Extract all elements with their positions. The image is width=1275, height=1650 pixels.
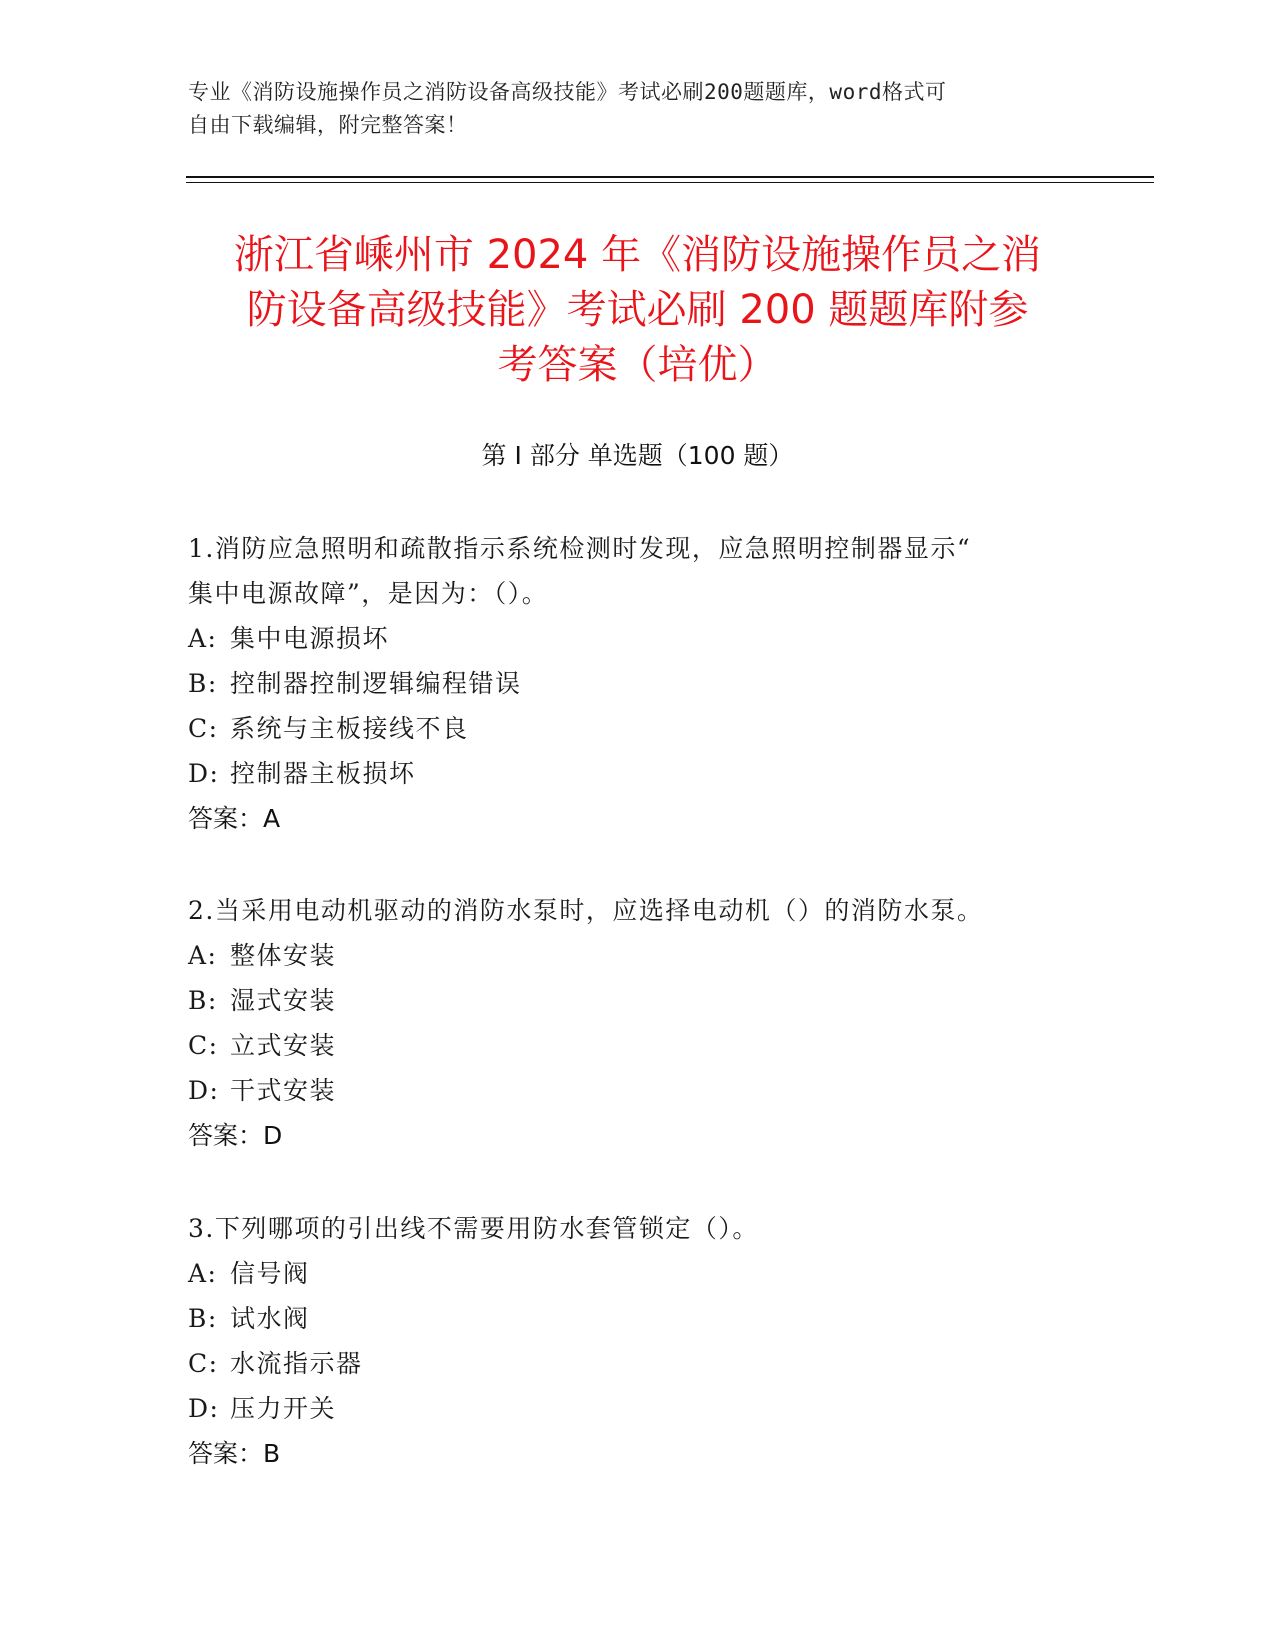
option-text: 水流指示器 xyxy=(230,1349,363,1378)
question-3 xyxy=(188,1206,1068,1476)
document-title-line-3: 考答案（培优） xyxy=(497,342,778,388)
option-key: C: xyxy=(188,1349,219,1378)
option-c xyxy=(188,706,1068,751)
header-note-line-1: 专业《消防设施操作员之消防设备高级技能》考试必刷200题题库，word格式可 xyxy=(188,80,947,104)
option-key: B: xyxy=(188,669,218,698)
header-rule-thin xyxy=(186,182,1154,183)
option-text: 控制器控制逻辑编程错误 xyxy=(230,669,522,698)
section-title: 第 I 部分 单选题（100 题） xyxy=(481,441,794,470)
option-key: C: xyxy=(188,714,219,743)
option-key: A: xyxy=(188,1259,218,1288)
header-note-line-2: 自由下载编辑，附完整答案！ xyxy=(188,113,468,137)
question-stem-line-1: 3.下列哪项的引出线不需要用防水套管锁定（）。 xyxy=(188,1214,759,1243)
option-text: 控制器主板损坏 xyxy=(230,759,416,788)
option-text: 干式安装 xyxy=(230,1076,337,1105)
option-c xyxy=(188,1023,1068,1068)
option-a xyxy=(188,1251,1068,1296)
question-2 xyxy=(188,888,1068,1158)
answer-line: 答案：B xyxy=(188,1439,281,1468)
option-text: 压力开关 xyxy=(230,1394,337,1423)
option-c xyxy=(188,1341,1068,1386)
option-key: D: xyxy=(188,759,220,788)
option-a xyxy=(188,933,1068,978)
option-d xyxy=(188,751,1068,796)
question-stem-line-1: 1.消防应急照明和疏散指示系统检测时发现，应急照明控制器显示“ xyxy=(188,534,972,563)
option-key: C: xyxy=(188,1031,219,1060)
option-b xyxy=(188,661,1068,706)
option-text: 整体安装 xyxy=(230,941,337,970)
document-title-line-1: 浙江省嵊州市 2024 年《消防设施操作员之消 xyxy=(233,232,1042,278)
header-note xyxy=(188,76,1068,142)
option-b xyxy=(188,978,1068,1023)
document-title xyxy=(150,228,1125,393)
option-d xyxy=(188,1068,1068,1113)
option-key: B: xyxy=(188,1304,218,1333)
option-a xyxy=(188,616,1068,661)
option-text: 试水阀 xyxy=(230,1304,310,1333)
document-title-line-2: 防设备高级技能》考试必刷 200 题题库附参 xyxy=(246,287,1029,333)
option-key: D: xyxy=(188,1076,220,1105)
answer-line: 答案：A xyxy=(188,804,281,833)
option-key: B: xyxy=(188,986,218,1015)
question-stem-line-1: 2.当采用电动机驱动的消防水泵时，应选择电动机（）的消防水泵。 xyxy=(188,896,984,925)
option-text: 信号阀 xyxy=(230,1259,310,1288)
header-rule-thick xyxy=(186,176,1154,178)
option-key: D: xyxy=(188,1394,220,1423)
option-key: A: xyxy=(188,941,218,970)
option-d xyxy=(188,1386,1068,1431)
option-text: 立式安装 xyxy=(230,1031,337,1060)
option-text: 集中电源损坏 xyxy=(230,624,390,653)
option-key: A: xyxy=(188,624,218,653)
question-stem-line-2: 集中电源故障”，是因为：（）。 xyxy=(188,579,549,608)
option-text: 湿式安装 xyxy=(230,986,337,1015)
question-1 xyxy=(188,526,1068,841)
answer-line: 答案：D xyxy=(188,1121,283,1150)
option-text: 系统与主板接线不良 xyxy=(230,714,469,743)
option-b xyxy=(188,1296,1068,1341)
